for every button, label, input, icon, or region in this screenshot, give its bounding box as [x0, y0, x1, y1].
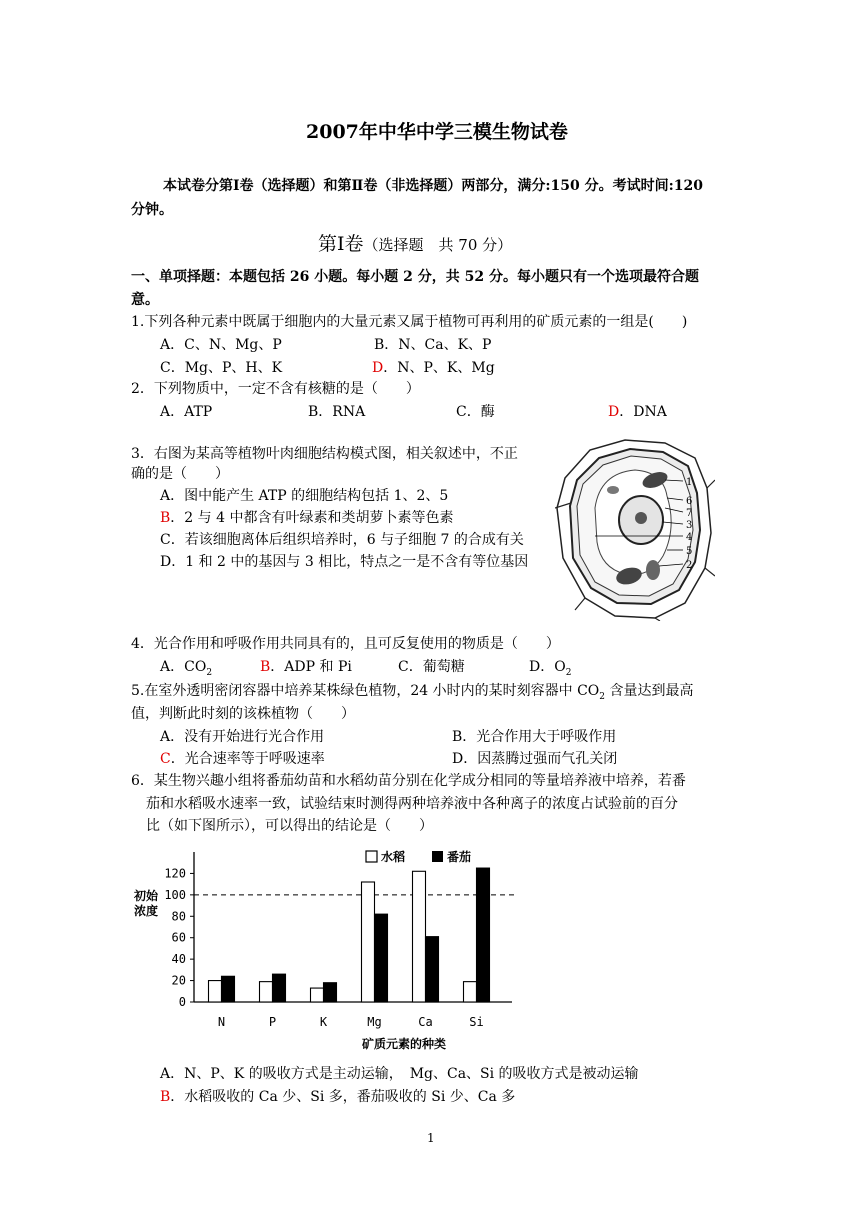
q4-option-d: D．$O_2$ — [529, 659, 572, 678]
y-tick-label: 40 — [171, 952, 186, 967]
legend-swatch-rice — [366, 851, 377, 862]
x-axis-label: 矿质元素的种类 — [362, 1037, 447, 1051]
bar-tomato-P — [273, 974, 286, 1002]
q3-option-d: D．1 和 2 中的基因与 3 相比，特点之一是不含有等位基因 — [160, 554, 529, 570]
q5-option-d: D．因蒸腾过强而气孔关闭 — [452, 751, 618, 767]
bar-tomato-Si — [477, 868, 490, 1002]
bar-tomato-Ca — [426, 937, 439, 1002]
q2-option-a: A．ATP — [160, 404, 213, 420]
q3-stem-line-1: 3．右图为某高等植物叶肉细胞结构模式图，相关叙述中，不正 — [131, 446, 518, 462]
bar-rice-Ca — [413, 871, 426, 1002]
cell-label-4: 4 — [686, 532, 693, 543]
y-axis-label-line-2: 浓度 — [134, 904, 159, 918]
page-title: 2007年中华中学三模生物试卷 — [306, 121, 568, 143]
chart-axes — [190, 852, 516, 1002]
y-tick-label: 0 — [178, 995, 186, 1009]
bar-tomato-Mg — [375, 914, 388, 1002]
q4-stem: 4．光合作用和呼吸作用共同具有的，且可反复使用的物质是（ ） — [131, 636, 560, 652]
bar-rice-N — [209, 981, 222, 1002]
x-tick-label: Si — [469, 1015, 484, 1029]
cell-label-3: 3 — [686, 520, 693, 531]
legend-label-rice: 水稻 — [381, 850, 406, 864]
q5-stem-line-2: 值，判断此时刻的该株植物（ ） — [131, 706, 355, 722]
q5-option-b: B．光合作用大于呼吸作用 — [452, 729, 617, 745]
legend-label-tomato: 番茄 — [447, 850, 472, 864]
instructions-line-2: 意。 — [131, 292, 159, 308]
q6-stem-line-2: 茄和水稻吸水速率一致，试验结束时测得两种培养液中各种离子的浓度占试验前的百分 — [146, 796, 678, 812]
q5-stem-line-1: 5.在室外透明密闭容器中培养某株绿色植物，24 小时内的某时刻容器中 $CO_2$ 含量达到最高 — [131, 683, 694, 702]
bar-rice-Si — [464, 982, 477, 1002]
section-title-main: 第Ⅰ卷 — [318, 233, 364, 255]
q4-option-c: C．葡萄糖 — [398, 659, 465, 675]
q3-stem-line-2: 确的是（ ） — [131, 466, 229, 482]
q2-option-d: D．DNA — [608, 404, 667, 420]
section-heading — [318, 229, 512, 256]
y-tick-label: 120 — [164, 866, 186, 881]
cell-label-2: 2 — [686, 560, 693, 571]
plant-cell-diagram — [555, 438, 715, 621]
bar-rice-K — [311, 988, 324, 1002]
q6-stem-line-1: 6．某生物兴趣小组将番茄幼苗和水稻幼苗分别在化学成分相同的等量培养液中培养，若番 — [131, 773, 686, 789]
x-tick-label: Mg — [367, 1015, 382, 1029]
q6-option-a: A．N、P、K 的吸收方式是主动运输， Mg、Ca、Si 的吸收方式是被动运输 — [160, 1066, 639, 1082]
x-tick-label: Ca — [418, 1015, 433, 1029]
q4-answer-marker: B — [260, 659, 271, 675]
y-tick-label: 60 — [171, 930, 186, 945]
x-tick-label: K — [319, 1015, 328, 1029]
q5-answer-marker: C — [160, 751, 171, 767]
page-number: 1 — [427, 1131, 435, 1145]
x-tick-label: P — [268, 1015, 277, 1029]
q1-answer-marker: D — [372, 360, 384, 376]
q5-option-c: C．光合速率等于呼吸速率 — [160, 751, 325, 767]
bar-rice-P — [260, 982, 273, 1002]
cell-label-1: 1 — [686, 477, 693, 488]
q1-stem: 1.下列各种元素中既属于细胞内的大量元素又属于植物可再利用的矿质元素的一组是( ) — [131, 314, 688, 330]
q2-answer-marker: D — [608, 404, 620, 420]
y-axis-label-line-1: 初始 — [134, 889, 159, 903]
q1-option-d: D．N、P、K、Mg — [372, 360, 495, 376]
q2-option-c: C．酶 — [456, 404, 495, 420]
q4-option-a: A．$CO_2$ — [160, 659, 213, 678]
y-tick-label: 80 — [171, 909, 186, 924]
intro-line-1: 本试卷分第Ⅰ卷（选择题）和第Ⅱ卷（非选择题）两部分，满分:150 分。考试时间:120 — [163, 178, 704, 194]
y-tick-label: 20 — [171, 973, 186, 988]
q4-option-b: B．ADP 和 Pi — [260, 659, 352, 675]
q6-option-b: B．水稻吸收的 Ca 少、Si 多，番茄吸收的 Si 少、Ca 多 — [160, 1089, 516, 1105]
ion-concentration-chart — [130, 842, 530, 1057]
q3-answer-marker: B — [160, 510, 171, 526]
q3-option-a: A．图中能产生 ATP 的细胞结构包括 1、2、5 — [160, 488, 449, 504]
q3-option-b: B．2 与 4 中都含有叶绿素和类胡萝卜素等色素 — [160, 510, 454, 526]
y-tick-label: 100 — [164, 887, 186, 902]
q1-option-b: B．N、Ca、K、P — [374, 337, 492, 353]
cell-label-7: 7 — [686, 508, 693, 519]
q6-stem-line-3: 比（如下图所示），可以得出的结论是（ ） — [146, 818, 433, 834]
q2-option-b: B．RNA — [308, 404, 366, 420]
legend-swatch-tomato — [432, 851, 443, 862]
x-tick-label: N — [217, 1015, 226, 1029]
section-title-sub: （选择题 共 70 分） — [363, 236, 513, 254]
cell-label-6: 6 — [686, 496, 693, 507]
bar-tomato-K — [324, 983, 337, 1002]
instructions-line-1: 一、单项择题：本题包括 26 小题。每小题 2 分，共 52 分。每小题只有一个选项最符合题 — [131, 269, 699, 285]
chart-bars — [209, 868, 490, 1002]
q1-option-a: A．C、N、Mg、P — [160, 337, 282, 353]
q2-stem: 2．下列物质中，一定不含有核糖的是（ ） — [131, 381, 420, 397]
cell-label-5: 5 — [686, 546, 693, 557]
q3-option-c: C．若该细胞离体后组织培养时，6 与子细胞 7 的合成有关 — [160, 532, 524, 548]
q6-answer-marker: B — [160, 1089, 171, 1105]
intro-line-2: 分钟。 — [131, 202, 173, 218]
bar-rice-Mg — [362, 882, 375, 1002]
q5-option-a: A．没有开始进行光合作用 — [160, 729, 325, 745]
bar-tomato-N — [222, 976, 235, 1002]
q1-option-c: C．Mg、P、H、K — [160, 360, 283, 376]
